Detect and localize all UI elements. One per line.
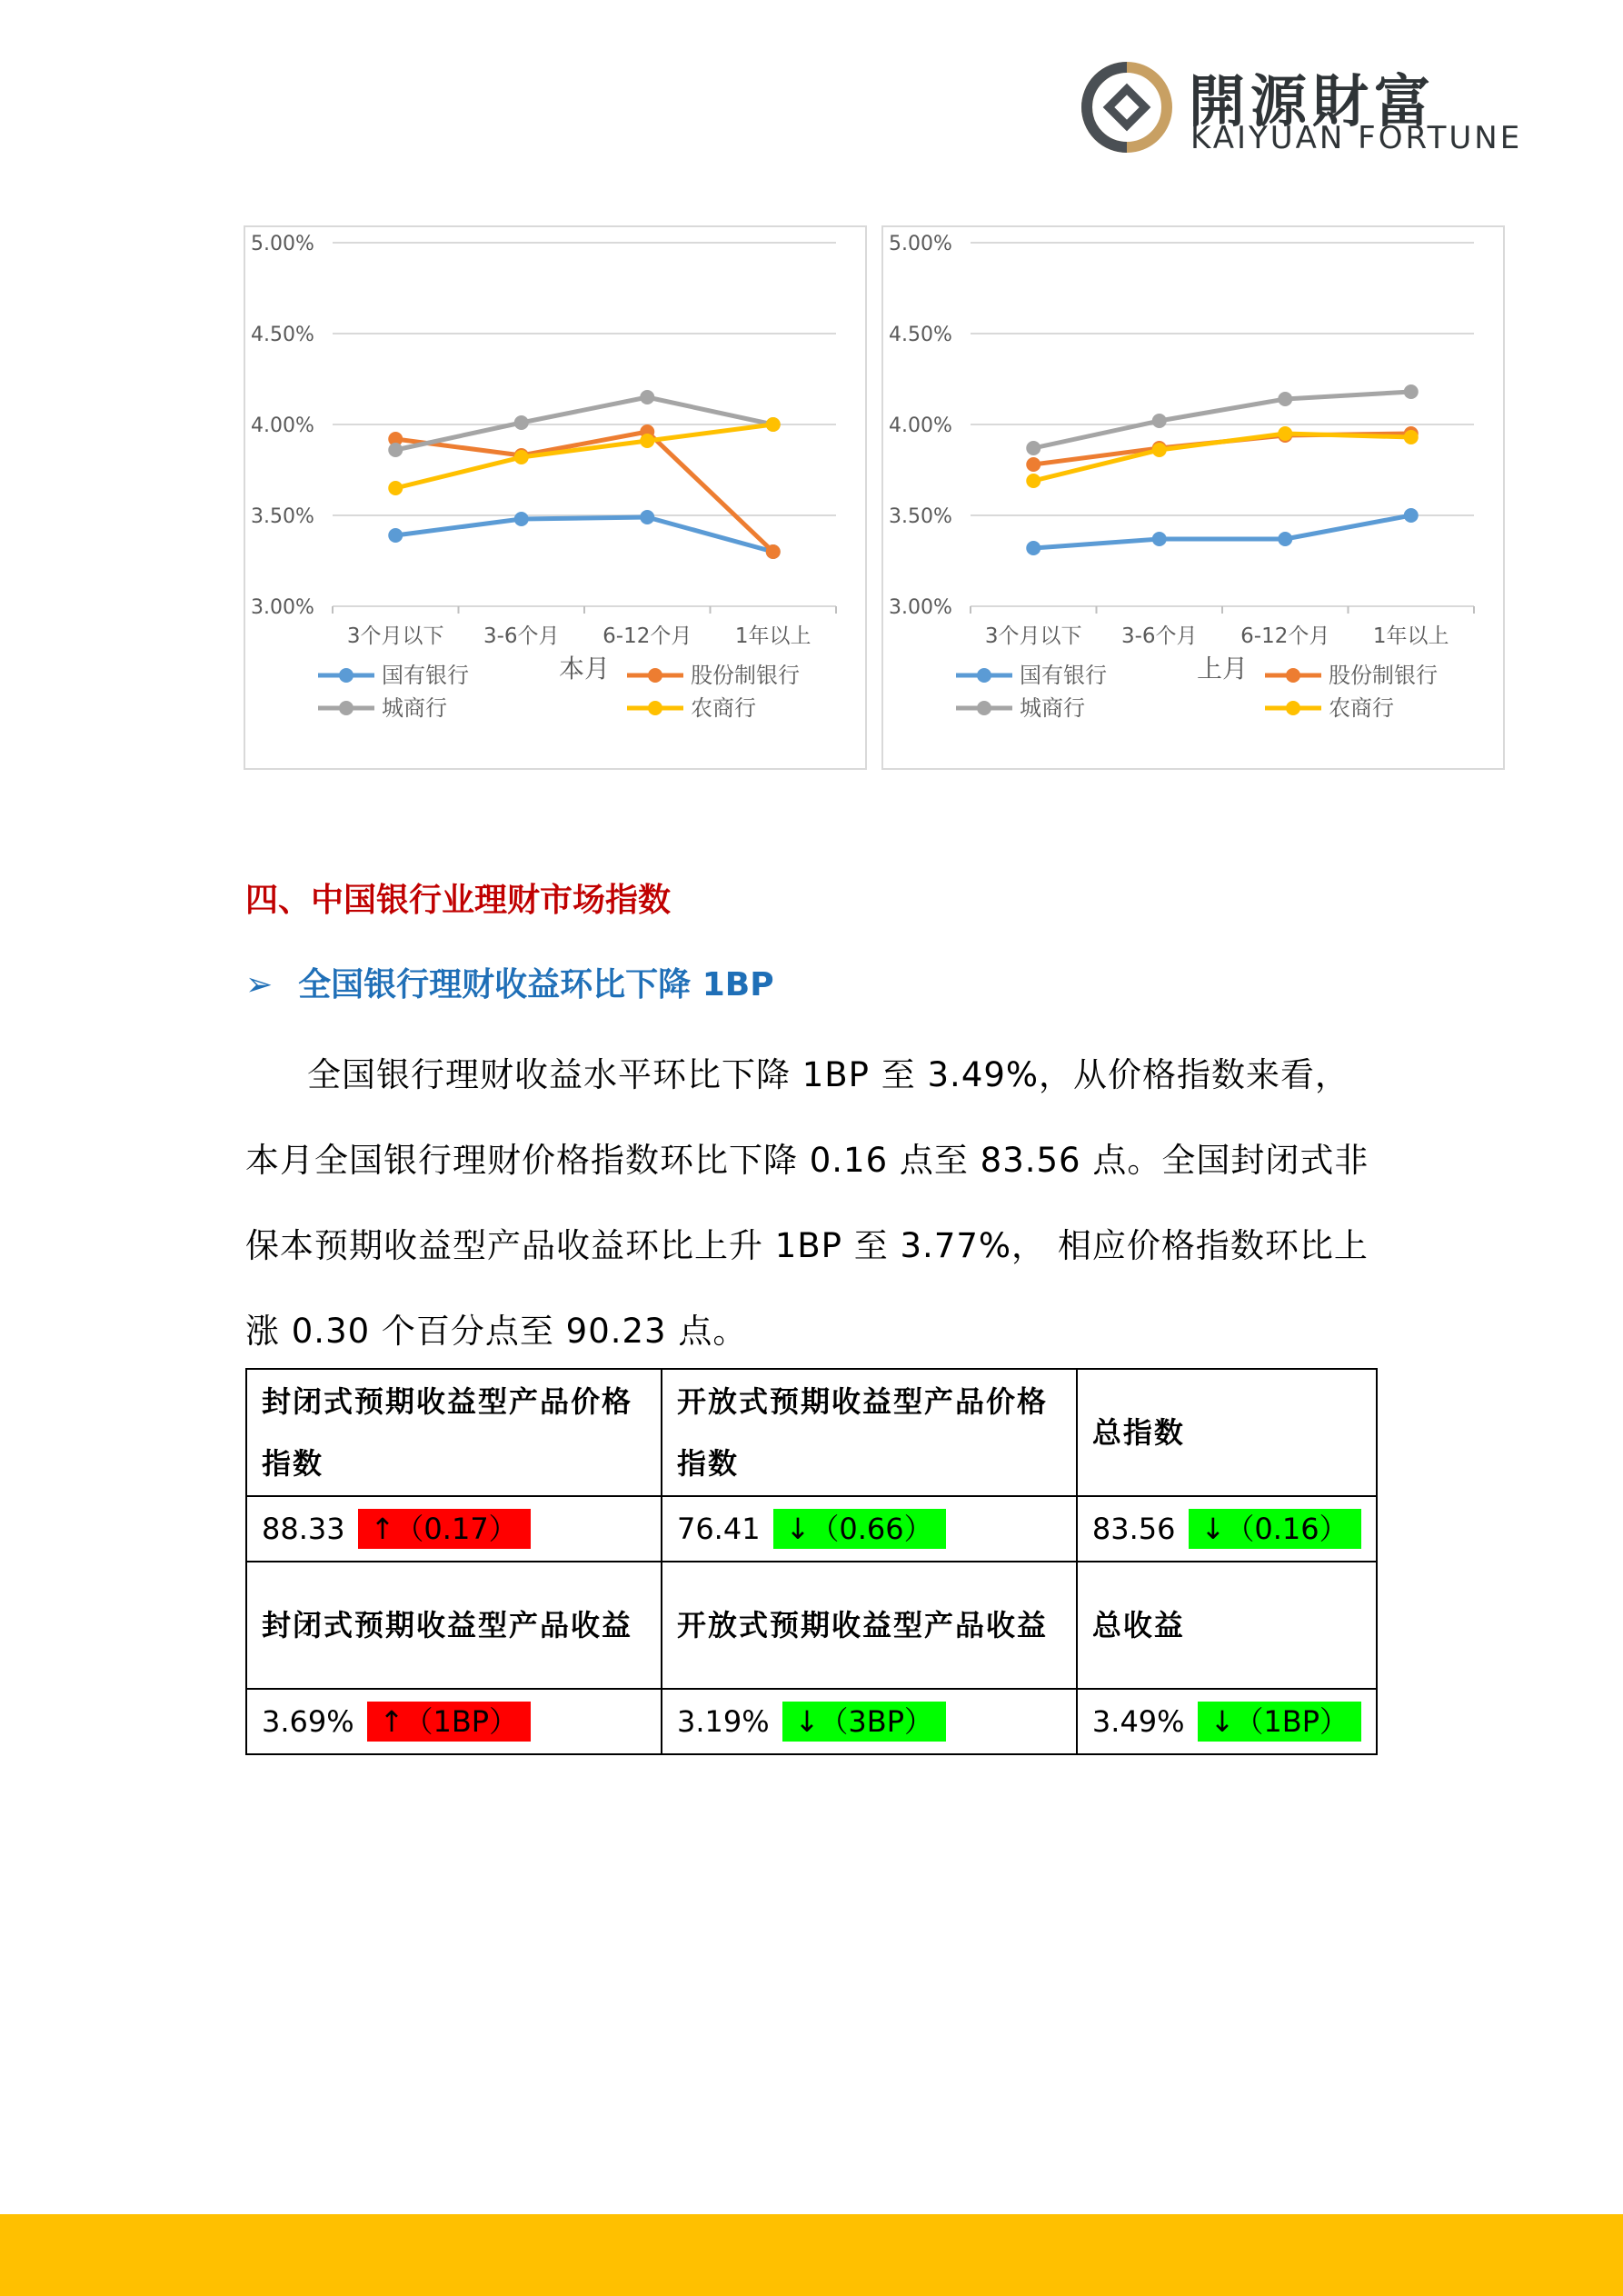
legend-label: 国有银行 xyxy=(1020,663,1107,688)
index-value: 83.56 xyxy=(1091,1512,1176,1546)
series-line xyxy=(395,517,773,552)
legend-marker xyxy=(339,701,353,715)
y-tick-label: 4.00% xyxy=(889,414,952,437)
table-header-cell: 总指数 xyxy=(1077,1369,1377,1496)
section-heading: 四、中国银行业理财市场指数 xyxy=(245,882,672,919)
data-point xyxy=(388,528,403,543)
y-tick-label: 3.00% xyxy=(251,596,314,619)
legend-label: 股份制银行 xyxy=(1329,663,1438,688)
data-point xyxy=(1026,474,1041,488)
series-line xyxy=(1033,515,1411,548)
summary-paragraph: 全国银行理财收益水平环比下降 1BP 至 3.49%，从价格指数来看，本月全国银行理财价格指数环比下降 0.16 点至 83.56 点。全国封闭式非保本预期收益型产品收益环比上升 1BP 至 3.77%， 相应价格指数环比上涨 0.30 个百分点至 90.23 点。 xyxy=(245,1055,1369,1351)
data-point xyxy=(640,510,654,524)
data-point xyxy=(1026,441,1041,455)
table-row xyxy=(246,1689,1377,1754)
data-point xyxy=(1404,508,1419,523)
data-point xyxy=(1278,532,1292,546)
data-point xyxy=(1152,414,1167,428)
brand-name-cn: 開源財富 xyxy=(1189,68,1437,135)
table-value-cell xyxy=(246,1496,662,1562)
chart-svg xyxy=(883,227,1503,768)
y-tick-label: 4.50% xyxy=(251,324,314,346)
y-tick-label: 3.50% xyxy=(251,505,314,528)
table-header-cell: 开放式预期收益型产品收益 xyxy=(662,1562,1077,1689)
y-tick-label: 4.00% xyxy=(251,414,314,437)
arrow-down-icon: ↓ xyxy=(1200,1512,1226,1546)
table-header-cell: 封闭式预期收益型产品收益 xyxy=(246,1562,662,1689)
table-header-cell: 开放式预期收益型产品价格指数 xyxy=(662,1369,1077,1496)
legend-marker xyxy=(977,668,991,683)
legend-label: 农商行 xyxy=(1329,695,1394,721)
arrow-down-icon: ↓ xyxy=(1210,1704,1235,1739)
x-tick-label: 3-6个月 xyxy=(483,624,560,648)
y-tick-label: 3.00% xyxy=(889,596,952,619)
legend-marker xyxy=(339,668,353,683)
table-header-cell: 封闭式预期收益型产品价格指数 xyxy=(246,1369,662,1496)
change-badge: ↑（0.17） xyxy=(358,1509,531,1549)
y-tick-label: 5.00% xyxy=(889,233,952,255)
x-axis-title: 本月 xyxy=(558,654,611,684)
change-badge: ↑（1BP） xyxy=(367,1702,531,1742)
data-point xyxy=(388,443,403,457)
chart-this-month xyxy=(244,225,867,770)
data-point xyxy=(1026,541,1041,555)
x-axis-title: 上月 xyxy=(1196,654,1249,684)
data-point xyxy=(1278,392,1292,406)
footer-bar xyxy=(0,2214,1623,2296)
data-point xyxy=(514,512,529,526)
change-badge: ↓（1BP） xyxy=(1198,1702,1361,1742)
legend-marker xyxy=(648,668,662,683)
y-tick-label: 5.00% xyxy=(251,233,314,255)
y-tick-label: 4.50% xyxy=(889,324,952,346)
data-point xyxy=(514,415,529,430)
series-line xyxy=(395,424,773,488)
sub-heading xyxy=(245,959,774,1005)
data-point xyxy=(1278,426,1292,441)
data-point xyxy=(1404,430,1419,444)
brand-name-en: KAIYUAN FORTUNE xyxy=(1190,120,1523,156)
legend-label: 国有银行 xyxy=(382,663,469,688)
data-point xyxy=(388,481,403,495)
bullet-arrow-icon: ➢ xyxy=(245,966,274,1003)
table-value-cell xyxy=(1077,1689,1377,1754)
sub-heading-text: 全国银行理财收益环比下降 1BP xyxy=(298,966,774,1003)
legend-marker xyxy=(1286,668,1300,683)
data-point xyxy=(514,450,529,464)
x-tick-label: 6-12个月 xyxy=(1240,624,1330,648)
chart-svg xyxy=(245,227,865,768)
index-value: 76.41 xyxy=(676,1512,761,1546)
chart-last-month xyxy=(881,225,1505,770)
x-tick-label: 3个月以下 xyxy=(984,624,1082,648)
x-tick-label: 6-12个月 xyxy=(602,624,692,648)
table-value-cell xyxy=(662,1496,1077,1562)
index-table xyxy=(245,1368,1378,1755)
legend-marker xyxy=(648,701,662,715)
yield-value: 3.19% xyxy=(676,1704,770,1739)
arrow-down-icon: ↓ xyxy=(794,1704,820,1739)
x-tick-label: 1年以上 xyxy=(1372,624,1449,648)
data-point xyxy=(1152,443,1167,457)
table-value-cell xyxy=(246,1689,662,1754)
table-row xyxy=(246,1562,1377,1689)
change-badge: ↓（0.66） xyxy=(773,1509,946,1549)
legend-label: 股份制银行 xyxy=(691,663,800,688)
kaiyuan-logo-icon xyxy=(1081,62,1172,153)
x-tick-label: 1年以上 xyxy=(734,624,812,648)
table-row xyxy=(246,1369,1377,1496)
data-point xyxy=(640,434,654,448)
arrow-up-icon: ↑ xyxy=(370,1512,395,1546)
yield-value: 3.49% xyxy=(1091,1704,1185,1739)
arrow-up-icon: ↑ xyxy=(379,1704,404,1739)
data-point xyxy=(1152,532,1167,546)
legend-label: 农商行 xyxy=(691,695,756,721)
change-badge: ↓（0.16） xyxy=(1189,1509,1361,1549)
arrow-down-icon: ↓ xyxy=(785,1512,811,1546)
legend-label: 城商行 xyxy=(382,695,447,721)
data-point xyxy=(1404,384,1419,399)
legend-marker xyxy=(977,701,991,715)
legend-marker xyxy=(1286,701,1300,715)
x-tick-label: 3-6个月 xyxy=(1120,624,1198,648)
data-point xyxy=(1026,457,1041,472)
table-value-cell xyxy=(1077,1496,1377,1562)
y-tick-label: 3.50% xyxy=(889,505,952,528)
x-tick-label: 3个月以下 xyxy=(346,624,444,648)
table-header-cell: 总收益 xyxy=(1077,1562,1377,1689)
data-point xyxy=(766,544,781,559)
brand-logo xyxy=(1081,56,1523,156)
table-row xyxy=(246,1496,1377,1562)
change-badge: ↓（3BP） xyxy=(782,1702,946,1742)
data-point xyxy=(766,417,781,432)
series-line xyxy=(1033,434,1411,464)
table-value-cell xyxy=(662,1689,1077,1754)
data-point xyxy=(640,390,654,404)
index-value: 88.33 xyxy=(262,1512,345,1546)
legend-label: 城商行 xyxy=(1020,695,1085,721)
yield-value: 3.69% xyxy=(262,1704,354,1739)
